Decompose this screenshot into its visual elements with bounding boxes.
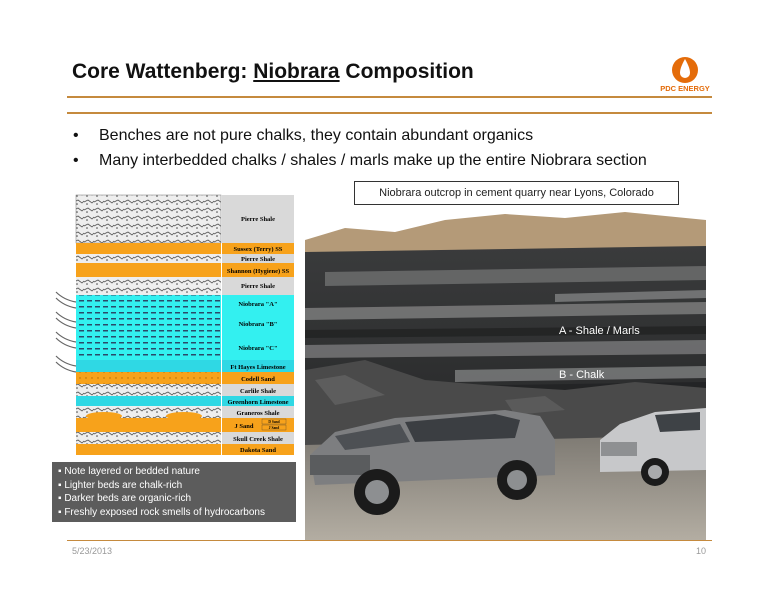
title-rule-lower [67,112,712,114]
unit-label: Niobrara "B" [238,321,278,328]
note-item: ▪ Freshly exposed rock smells of hydrocarbons [58,506,265,518]
note-text: Freshly exposed rock smells of hydrocarbons [64,506,265,518]
note-item: ▪ Lighter beds are chalk-rich [58,479,183,491]
title-prefix: Core Wattenberg: [72,60,254,83]
unit-label: Dakota Sand [240,447,276,454]
unit-label: Carlile Shale [240,388,276,395]
unit-label: Niobrara "C" [238,345,278,352]
bullet-glyph: • [73,127,79,144]
unit-sublabel: D Sand [268,420,280,424]
title-rule [67,96,712,98]
unit-label: J Sand [234,423,254,430]
note-text: Note layered or bedded nature [64,466,200,477]
footer-rule [67,540,712,541]
outcrop-photo [305,210,706,540]
footer-date: 5/23/2013 [72,546,113,556]
note-text: Lighter beds are chalk-rich [64,479,183,491]
unit-label: Ft Hayes Limestone [230,364,286,371]
unit-label: Pierre Shale [241,256,275,263]
note-item: ▪ Note layered or bedded nature [58,466,200,477]
slide-title [72,60,474,84]
unit-label: Sussex (Terry) SS [233,246,283,253]
photo-caption: Niobrara outcrop in cement quarry near Lyons, Colorado [354,181,679,205]
unit-label: Shannon (Hygiene) SS [226,268,290,275]
title-underlined-word: Niobrara [253,60,340,83]
stratigraphic-column [54,190,304,458]
unit-label: Greenhorn Limestone [227,399,289,406]
bullet-text: Benches are not pure chalks, they contain abundant organics [99,127,534,144]
pdc-energy-logo [655,55,715,95]
title-suffix: Composition [339,60,474,83]
unit-label: Codell Sand [241,376,275,383]
unit-label: Pierre Shale [241,216,275,223]
note-item: ▪ Darker beds are organic-rich [58,493,192,504]
footer-page-number: 10 [696,546,707,556]
unit-label: Graneros Shale [236,410,280,417]
unit-label: Pierre Shale [241,283,275,290]
bullet-list [73,126,713,176]
label-shale-marls: A - Shale / Marls [559,325,640,337]
bullet-glyph: • [73,152,79,169]
notes-box [52,462,296,522]
note-text: Darker beds are organic-rich [64,493,192,504]
unit-label: Niobrara "A" [238,301,278,308]
bullet-item [73,126,713,151]
logo-text: PDC ENERGY [660,84,710,93]
label-chalk: B - Chalk [559,369,605,381]
unit-label: Skull Creek Shale [233,436,283,443]
unit-sublabel: J Sand [268,426,280,430]
bullet-item [73,151,713,176]
bullet-text: Many interbedded chalks / shales / marls make up the entire Niobrara section [99,152,647,169]
